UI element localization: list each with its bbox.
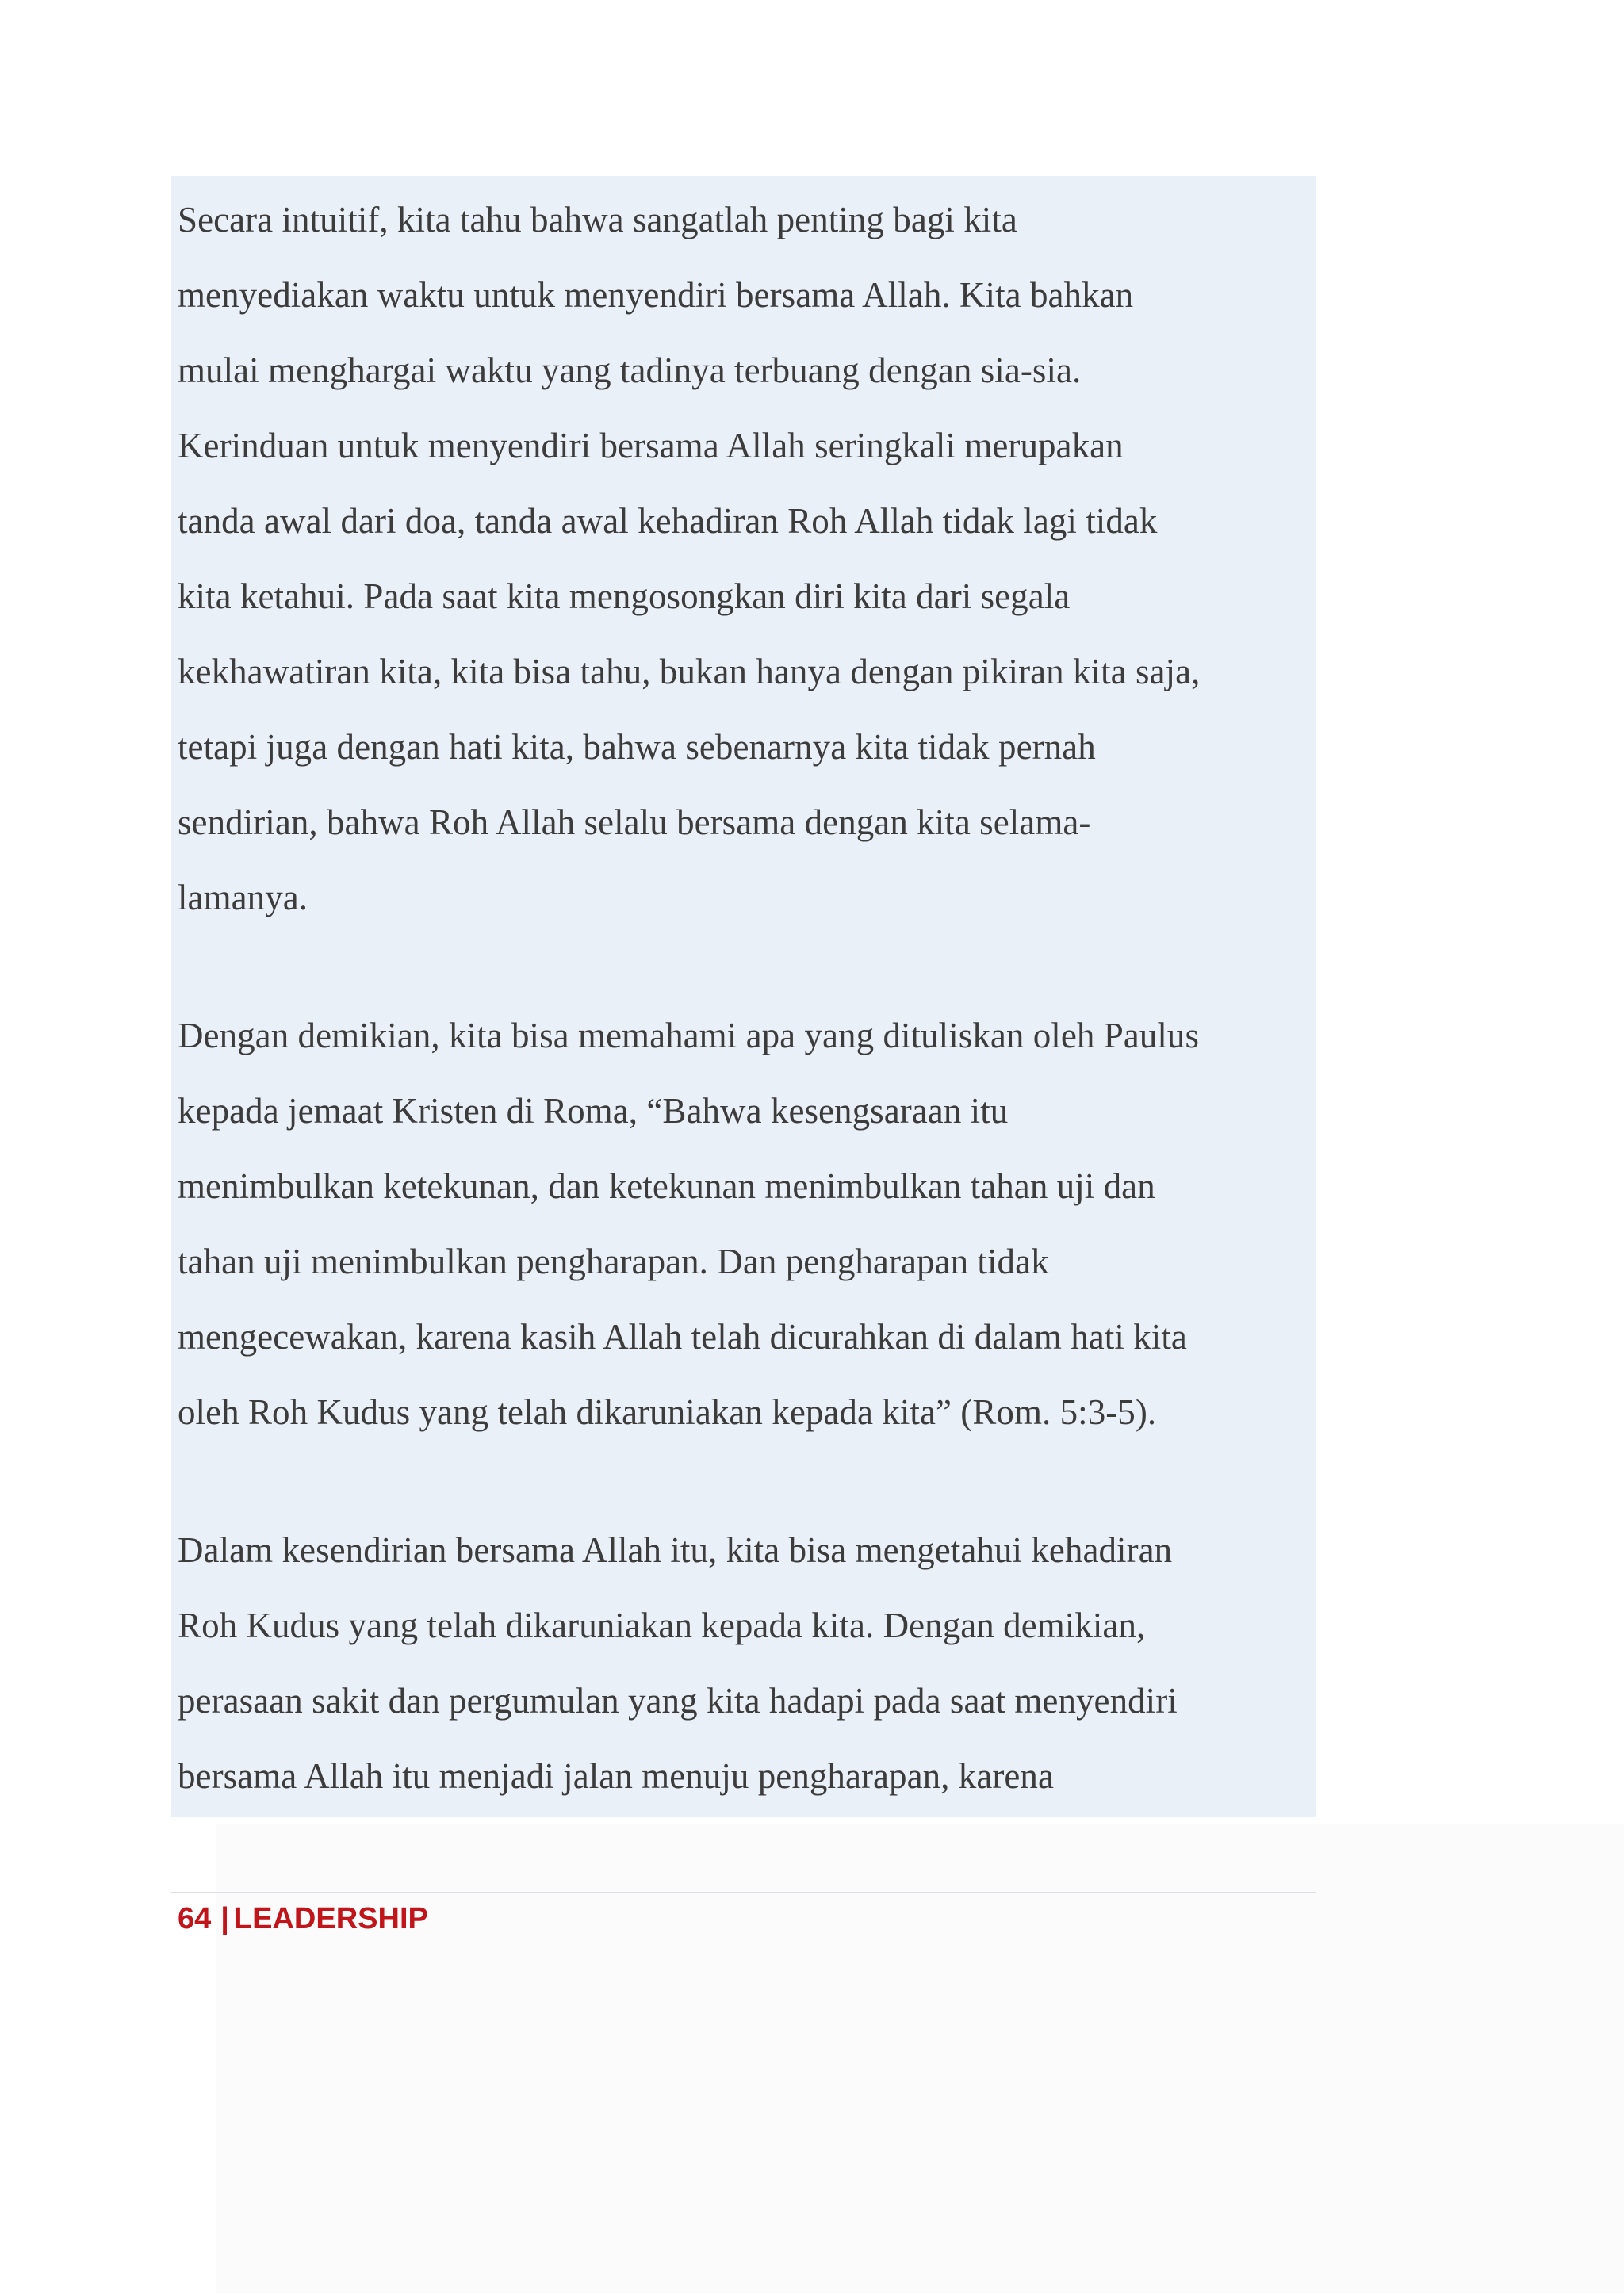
text-line: menimbulkan ketekunan, dan ketekunan menimbulkan tahan uji dan — [178, 1166, 1155, 1206]
section-title: LEADERSHIP — [233, 1902, 428, 1935]
body-text-block — [171, 176, 1316, 1817]
text-line: tetapi juga dengan hati kita, bahwa sebenarnya kita tidak pernah — [178, 727, 1096, 767]
text-line: Secara intuitif, kita tahu bahwa sangatlah penting bagi kita — [178, 200, 1017, 239]
page-footer — [178, 1897, 428, 1941]
paragraph-2 — [178, 998, 1316, 1450]
paragraph-1 — [178, 176, 1316, 936]
text-line: bersama Allah itu menjadi jalan menuju pengharapan, karena — [178, 1756, 1054, 1796]
text-line: tanda awal dari doa, tanda awal kehadiran Roh Allah tidak lagi tidak — [178, 501, 1158, 541]
text-line: Dengan demikian, kita bisa memahami apa yang dituliskan oleh Paulus — [178, 1016, 1200, 1055]
text-line: kekhawatiran kita, kita bisa tahu, bukan hanya dengan pikiran kita saja, — [178, 652, 1201, 691]
text-line: Roh Kudus yang telah dikaruniakan kepada kita. Dengan demikian, — [178, 1606, 1146, 1645]
text-line: oleh Roh Kudus yang telah dikaruniakan kepada kita” (Rom. 5:3-5). — [178, 1392, 1157, 1432]
text-line: perasaan sakit dan pergumulan yang kita hadapi pada saat menyendiri — [178, 1681, 1178, 1721]
text-line: mengecewakan, karena kasih Allah telah dicurahkan di dalam hati kita — [178, 1317, 1187, 1357]
text-line: tahan uji menimbulkan pengharapan. Dan pengharapan tidak — [178, 1242, 1049, 1281]
text-line: kepada jemaat Kristen di Roma, “Bahwa kesengsaraan itu — [178, 1091, 1009, 1131]
text-line: Kerinduan untuk menyendiri bersama Allah seringkali merupakan — [178, 426, 1124, 465]
page-lower-shade — [216, 1824, 1624, 2293]
text-line: kita ketahui. Pada saat kita mengosongkan diri kita dari segala — [178, 576, 1071, 616]
paragraph-3 — [178, 1513, 1316, 1814]
text-line: lamanya. — [178, 878, 308, 917]
text-line: Dalam kesendirian bersama Allah itu, kita bisa mengetahui kehadiran — [178, 1530, 1173, 1570]
text-line: menyediakan waktu untuk menyendiri bersama Allah. Kita bahkan — [178, 275, 1134, 315]
footer-separator: | — [220, 1902, 229, 1935]
page-number: 64 — [178, 1902, 212, 1935]
text-line: sendirian, bahwa Roh Allah selalu bersama dengan kita selama- — [178, 802, 1091, 842]
footer-divider — [171, 1892, 1316, 1893]
text-line: mulai menghargai waktu yang tadinya terbuang dengan sia-sia. — [178, 350, 1082, 390]
